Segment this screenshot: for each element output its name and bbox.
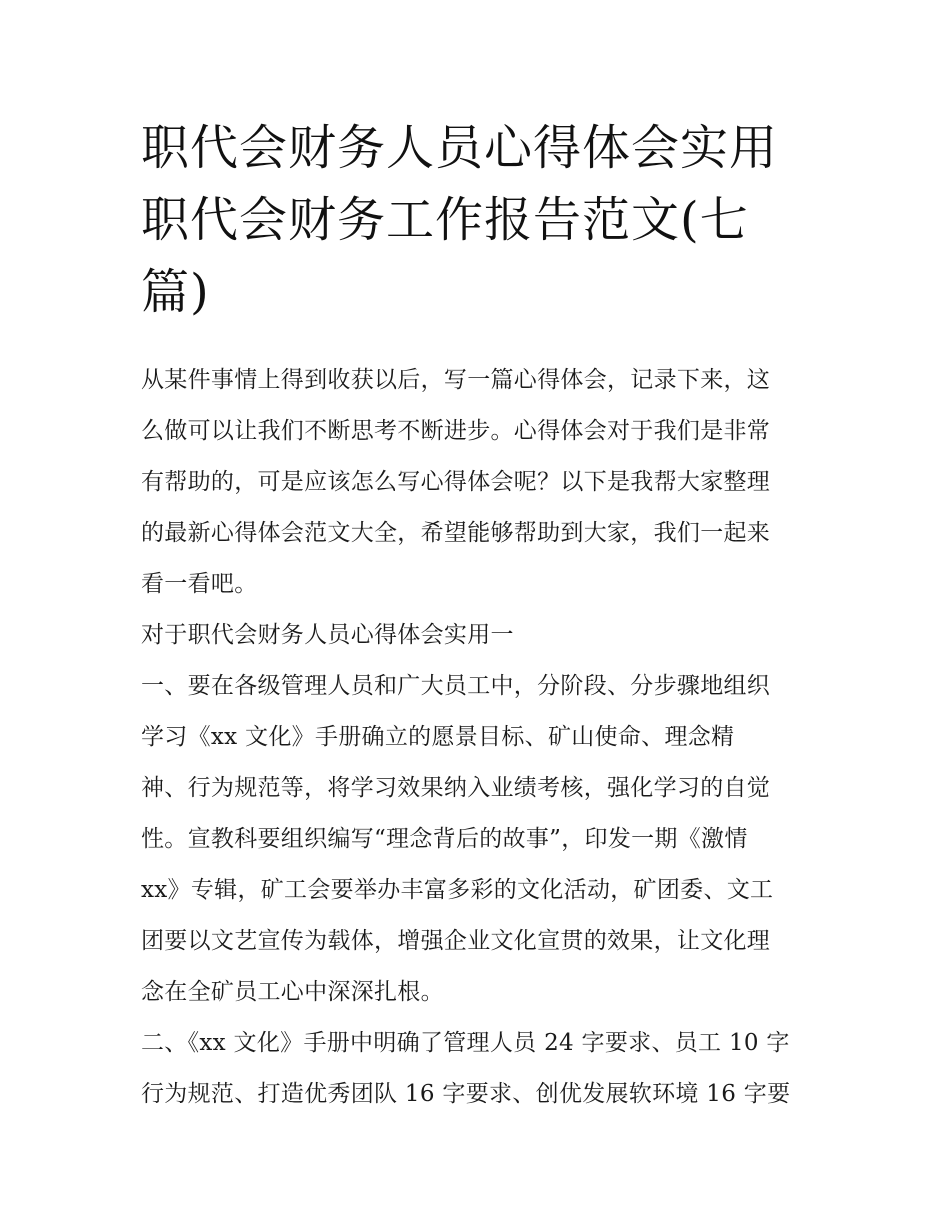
point-one-line: xx》专辑，矿工会要举办丰富多彩的文化活动，矿团委、文工 [141, 877, 774, 903]
title-line: 职代会财务工作报告范文(七 [141, 192, 749, 248]
point-one-line: 一、要在各级管理人员和广大员工中，分阶段、分步骤地组织 [141, 673, 771, 699]
intro-paragraph-line: 么做可以让我们不断思考不断进步。心得体会对于我们是非常 [141, 418, 771, 444]
intro-paragraph-line: 看一看吧。 [141, 571, 258, 597]
point-one-line: 性。宣教科要组织编写“理念背后的故事”，印发一期《激情 [141, 826, 748, 852]
intro-paragraph-line: 从某件事情上得到收获以后，写一篇心得体会，记录下来，这 [141, 367, 771, 393]
intro-paragraph-line: 有帮助的，可是应该怎么写心得体会呢？以下是我帮大家整理 [141, 469, 771, 495]
point-two-line: 行为规范、打造优秀团队 16 字要求、创优发展软环境 16 字要 [141, 1081, 791, 1107]
point-one-line: 学习《xx 文化》手册确立的愿景目标、矿山使命、理念精 [141, 724, 735, 750]
point-one-line: 团要以文艺宣传为载体，增强企业文化宣贯的效果，让文化理 [141, 928, 771, 954]
intro-paragraph-line: 的最新心得体会范文大全，希望能够帮助到大家，我们一起来 [141, 520, 771, 546]
section-heading: 对于职代会财务人员心得体会实用一 [141, 622, 514, 648]
point-one-line: 念在全矿员工心中深深扎根。 [141, 979, 444, 1005]
document-body [141, 355, 821, 1120]
point-one-line: 神、行为规范等，将学习效果纳入业绩考核，强化学习的自觉 [141, 775, 771, 801]
document-title [141, 112, 821, 328]
title-line: 篇) [141, 264, 210, 320]
point-two-line: 二、《xx 文化》手册中明确了管理人员 24 字要求、员工 10 字 [141, 1030, 790, 1056]
title-line: 职代会财务人员心得体会实用 [141, 120, 779, 176]
